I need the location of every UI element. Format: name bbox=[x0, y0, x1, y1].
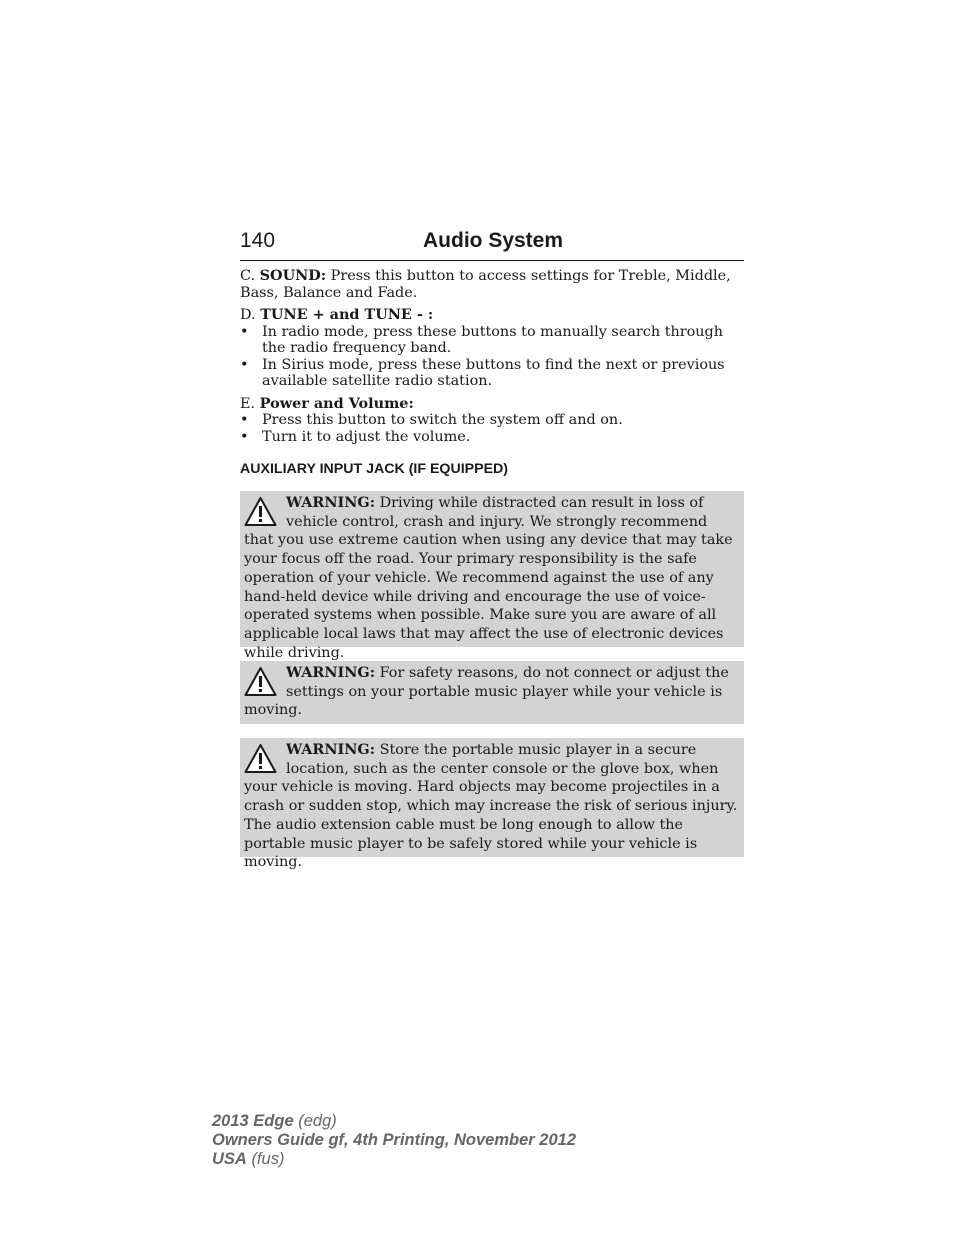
footer-region: USA bbox=[212, 1150, 247, 1168]
warning-triangle-icon bbox=[244, 666, 277, 697]
warning-box-settings bbox=[240, 661, 744, 724]
list-item bbox=[240, 429, 744, 446]
footer-model: 2013 Edge bbox=[212, 1112, 294, 1130]
warning-box-storage bbox=[240, 738, 744, 871]
footer-guide: Owners Guide gf, 4th Printing, November 2012 bbox=[212, 1131, 576, 1149]
warning-triangle-icon bbox=[244, 743, 277, 774]
footer-model-code: (edg) bbox=[298, 1112, 337, 1130]
item-e-bullet-list bbox=[240, 412, 744, 445]
warning-text: Driving while distracted can result in loss of vehicle control, crash and injury. We strongly recommend that you use extreme caution when using any device that may take your focus off the road. Your primary responsibility is the safe operation of your vehicle. We recommend against the use of any hand-held device while driving and encourage the use of voice-operated systems when possible. Make sure you are aware of all applicable local laws that may affect the use of electronic devices while driving. bbox=[244, 495, 733, 661]
warning-box-distraction bbox=[240, 491, 744, 661]
warning-label: WARNING: bbox=[286, 494, 376, 511]
bullet-icon: • bbox=[240, 412, 249, 428]
list-item bbox=[240, 357, 744, 390]
item-c-label: SOUND: bbox=[259, 267, 327, 284]
page-title: Audio System bbox=[423, 229, 564, 252]
footer-line-region bbox=[212, 1150, 576, 1169]
list-item-text: Press this button to switch the system off and on. bbox=[262, 412, 623, 428]
warning-text: Store the portable music player in a secure location, such as the center console or the glove box, when your vehicle is moving. Hard objects may become projectiles in a crash or sudden stop, which may increase the risk of serious injury. The audio extension cable must be long enough to allow the portable music player to be safely stored while your vehicle is moving. bbox=[244, 742, 738, 871]
list-item-text: In Sirius mode, press these buttons to find the next or previous available satellite radio station. bbox=[262, 356, 725, 389]
item-e-heading bbox=[240, 396, 744, 413]
item-d-heading bbox=[240, 307, 744, 324]
footer-region-code: (fus) bbox=[251, 1150, 285, 1168]
item-c-text: Press this button to access settings for Treble, Middle, Bass, Balance and Fade. bbox=[240, 268, 731, 301]
item-c-prefix: C. bbox=[240, 268, 256, 284]
item-e-label: Power and Volume: bbox=[259, 394, 414, 412]
footer-line-guide bbox=[212, 1131, 576, 1150]
warning-label: WARNING: bbox=[286, 664, 376, 681]
list-item bbox=[240, 324, 744, 357]
item-d-bullet-list bbox=[240, 324, 744, 390]
section-heading: AUXILIARY INPUT JACK (IF EQUIPPED) bbox=[240, 461, 509, 477]
item-c-paragraph bbox=[240, 268, 744, 301]
bullet-icon: • bbox=[240, 428, 249, 445]
item-e-prefix: E. bbox=[240, 395, 256, 412]
item-d-prefix: D. bbox=[240, 307, 256, 323]
list-item bbox=[240, 412, 744, 429]
list-item-text: Turn it to adjust the volume. bbox=[262, 428, 471, 445]
warning-label: WARNING: bbox=[286, 741, 376, 758]
bullet-icon: • bbox=[240, 356, 249, 373]
item-d-block bbox=[240, 307, 744, 390]
footer-line-model bbox=[212, 1112, 576, 1131]
item-e-block bbox=[240, 396, 744, 446]
page-number: 140 bbox=[240, 229, 276, 252]
warning-text: For safety reasons, do not connect or adjust the settings on your portable music player while your vehicle is moving. bbox=[244, 665, 729, 719]
page-header bbox=[240, 228, 744, 261]
item-d-label: TUNE + and TUNE - : bbox=[260, 306, 434, 323]
warning-triangle-icon bbox=[244, 496, 277, 527]
page-footer bbox=[212, 1112, 576, 1169]
bullet-icon: • bbox=[240, 323, 249, 340]
list-item-text: In radio mode, press these buttons to manually search through the radio frequency band. bbox=[262, 323, 724, 356]
main-content bbox=[240, 268, 744, 478]
